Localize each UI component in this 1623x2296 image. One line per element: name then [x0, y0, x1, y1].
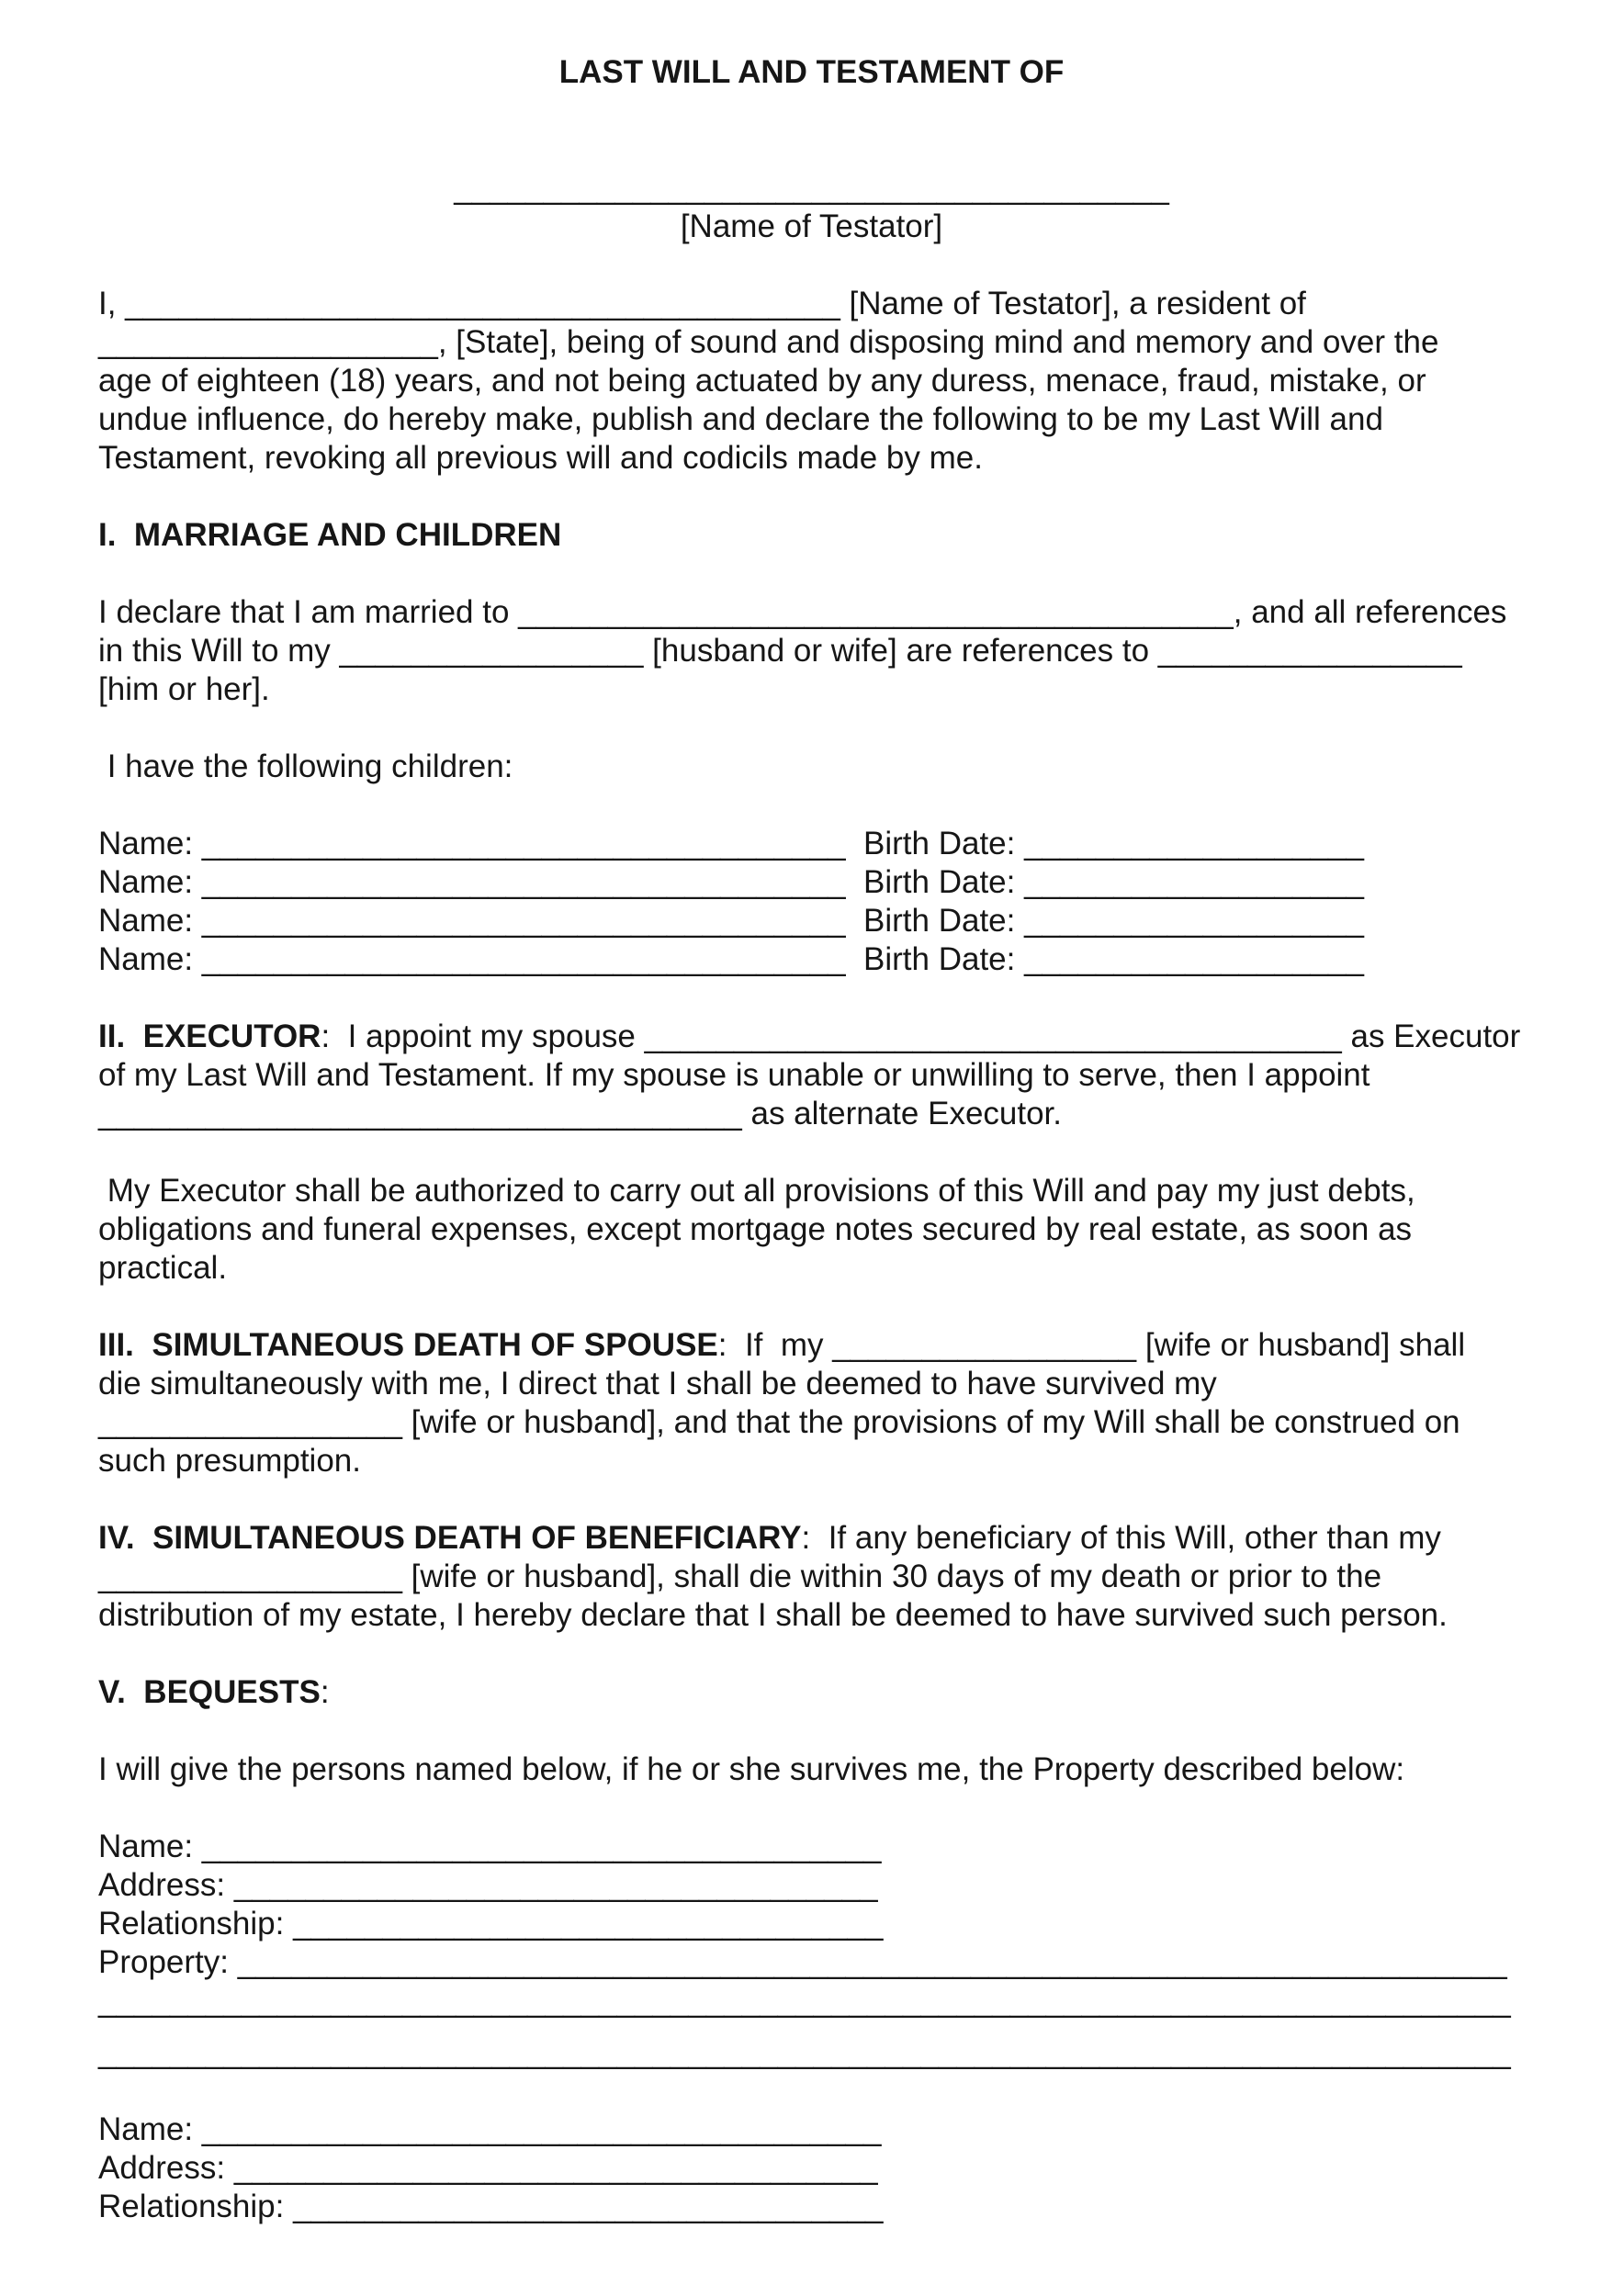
bequest-entry-2 — [98, 2110, 1525, 2226]
property-continuation-line: _______________________________________________________________________________ — [98, 2034, 1511, 2070]
text-line: distribution of my estate, I hereby declare that I shall be deemed to have survived such person. — [98, 1597, 1448, 1633]
testator-name-caption: [Name of Testator] — [680, 208, 943, 244]
children-intro-line: I have the following children: — [98, 748, 513, 784]
section-3-heading: III. SIMULTANEOUS DEATH OF SPOUSE — [98, 1327, 718, 1363]
bequests-intro-line: I will give the persons named below, if he or she survives me, the Property described below: — [98, 1751, 1405, 1787]
text-segment: : — [320, 1674, 330, 1710]
text-segment: : If my _________________ [wife or husband] shall — [717, 1327, 1466, 1363]
bequest-name-line: Name: ______________________________________ — [98, 2111, 882, 2147]
bequest-property-line: Property: _______________________________________________________________________ — [98, 1944, 1507, 1980]
bequest-address-line: Address: ____________________________________ — [98, 1867, 878, 1903]
text-line: of my Last Will and Testament. If my spouse is unable or unwilling to serve, then I appoint — [98, 1057, 1370, 1093]
section-1-heading: I. MARRIAGE AND CHILDREN — [98, 517, 562, 553]
section-5-heading-block — [98, 1673, 1525, 1712]
bequest-name-line: Name: ______________________________________ — [98, 1829, 882, 1864]
text-line: I, ________________________________________ [Name of Testator], a resident of — [98, 286, 1306, 321]
section-5-heading: V. BEQUESTS — [98, 1674, 321, 1710]
text-line: age of eighteen (18) years, and not being actuated by any duress, menace, fraud, mistake, or — [98, 363, 1426, 399]
text-line: ___________________, [State], being of sound and disposing mind and memory and over the — [98, 324, 1439, 360]
text-line: undue influence, do hereby make, publish and declare the following to be my Last Will and — [98, 401, 1383, 437]
children-list — [98, 825, 1525, 979]
bequest-relationship-line: Relationship: _________________________________ — [98, 1906, 884, 1941]
text-line: ____________________________________ as alternate Executor. — [98, 1096, 1063, 1131]
section-4-heading: IV. SIMULTANEOUS DEATH OF BENEFICIARY — [98, 1520, 802, 1556]
bequests-intro-block — [98, 1750, 1525, 1789]
bequest-entry-1 — [98, 1828, 1525, 2072]
bequest-address-line: Address: ____________________________________ — [98, 2150, 878, 2186]
children-intro-block — [98, 748, 1525, 786]
text-line — [98, 1519, 1525, 1558]
child-row: Name: ____________________________________ Birth Date: ___________________ — [98, 903, 1364, 939]
text-line: in this Will to my _________________ [husband or wife] are references to _________________ — [98, 633, 1462, 669]
child-row: Name: ____________________________________ Birth Date: ___________________ — [98, 941, 1364, 977]
section-2-heading: II. EXECUTOR — [98, 1019, 321, 1054]
section-5-heading-line — [98, 1673, 1525, 1712]
text-line: My Executor shall be authorized to carry out all provisions of this Will and pay my just debts, — [98, 1173, 1415, 1209]
text-line: die simultaneously with me, I direct that I shall be deemed to have survived my — [98, 1366, 1217, 1401]
executor-paragraph — [98, 1018, 1525, 1133]
child-row: Name: ____________________________________ Birth Date: ___________________ — [98, 826, 1364, 861]
text-line: I declare that I am married to ________________________________________, and all references — [98, 594, 1507, 630]
text-line: _________________ [wife or husband], and that the provisions of my Will shall be construed on — [98, 1404, 1460, 1440]
property-continuation-line: _______________________________________________________________________________ — [98, 1983, 1511, 2019]
text-line: Testament, revoking all previous will and codicils made by me. — [98, 440, 983, 476]
text-line: [him or her]. — [98, 671, 270, 707]
text-segment: : I appoint my spouse _______________________________________ as Executor — [321, 1019, 1521, 1054]
document-title: LAST WILL AND TESTAMENT OF — [558, 54, 1065, 90]
testator-name-blank-line: ________________________________________ — [454, 170, 1169, 206]
text-line: practical. — [98, 1250, 228, 1286]
text-line: such presumption. — [98, 1443, 361, 1479]
simultaneous-death-spouse-paragraph — [98, 1326, 1525, 1480]
child-row: Name: ____________________________________ Birth Date: ___________________ — [98, 864, 1364, 900]
simultaneous-death-beneficiary-paragraph — [98, 1519, 1525, 1635]
section-1-heading-block — [98, 516, 1525, 555]
text-line — [98, 1326, 1525, 1365]
text-line: _________________ [wife or husband], shall die within 30 days of my death or prior to the — [98, 1559, 1382, 1594]
declaration-paragraph — [98, 285, 1525, 478]
text-segment: : If any beneficiary of this Will, other than my — [801, 1520, 1441, 1556]
text-line — [98, 1018, 1525, 1056]
text-line: obligations and funeral expenses, except mortgage notes secured by real estate, as soon as — [98, 1211, 1413, 1247]
executor-duties-paragraph — [98, 1172, 1525, 1288]
bequest-relationship-line: Relationship: _________________________________ — [98, 2189, 884, 2224]
marriage-paragraph — [98, 593, 1525, 709]
